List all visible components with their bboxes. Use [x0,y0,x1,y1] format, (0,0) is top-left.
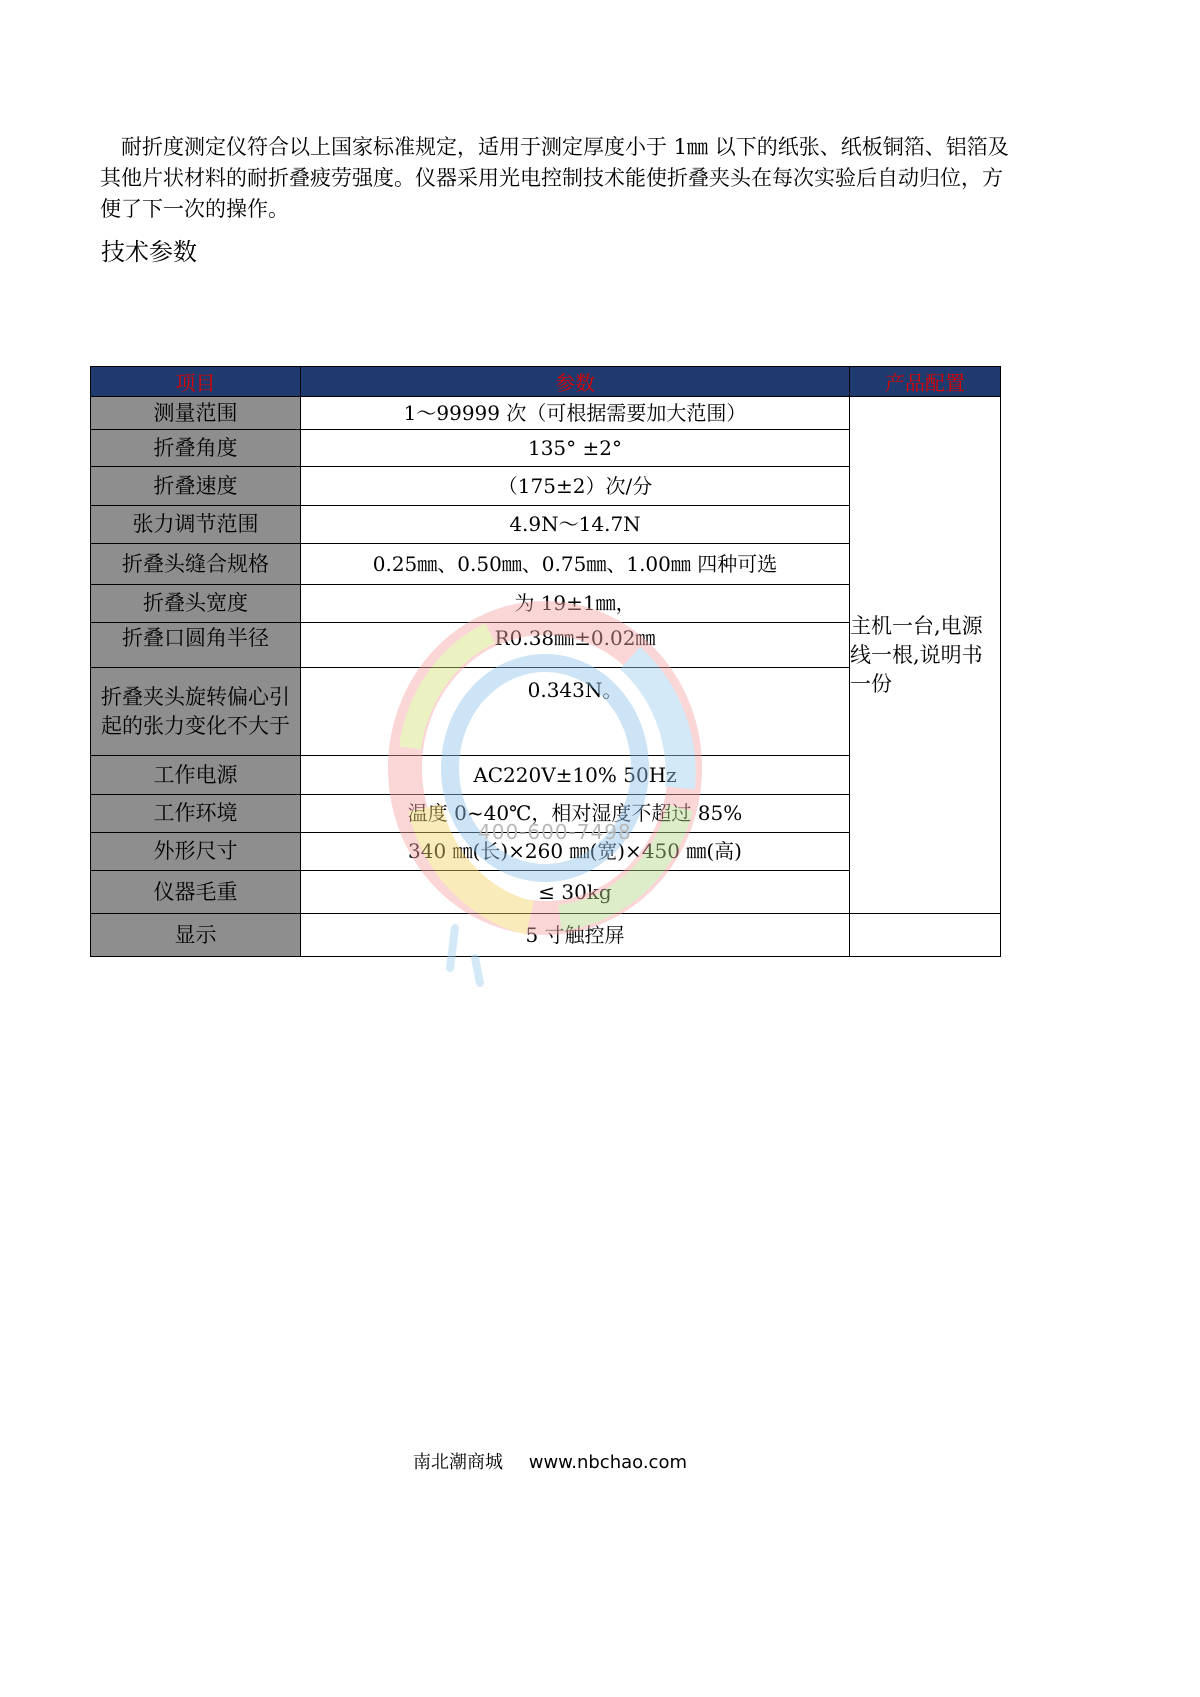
row-label: 仪器毛重 [91,871,301,914]
table-header-row [91,367,1001,397]
row-label: 测量范围 [91,397,301,430]
page-footer [0,1448,1100,1474]
row-value: ≤ 30kg [301,871,850,914]
row-value: AC220V±10% 50Hz [301,756,850,795]
row-value: （175±2）次/分 [301,467,850,506]
row-value: 0.343N。 [301,668,850,756]
footer-url[interactable]: www.nbchao.com [528,1452,687,1473]
header-item: 项目 [91,367,301,397]
row-label: 折叠夹头旋转偏心引起的张力变化不大于 [91,668,301,756]
row-value: 0.25㎜、0.50㎜、0.75㎜、1.00㎜ 四种可选 [301,544,850,585]
spec-table [90,366,1001,957]
row-label: 工作环境 [91,795,301,833]
config-empty-cell [850,914,1001,957]
table-row [91,914,1001,957]
row-value: 为 19±1㎜， [301,585,850,623]
row-label: 折叠头宽度 [91,585,301,623]
row-value: 135° ±2° [301,430,850,467]
row-label: 显示 [91,914,301,957]
header-param: 参数 [301,367,850,397]
row-label: 外形尺寸 [91,833,301,871]
watermark-phone: 400-600-7498 [478,820,632,844]
row-label: 折叠角度 [91,430,301,467]
section-heading: 技术参数 [101,238,197,266]
row-value: 5 寸触控屏 [301,914,850,957]
row-label: 工作电源 [91,756,301,795]
intro-paragraph: 耐折度测定仪符合以上国家标准规定，适用于测定厚度小于 1㎜ 以下的纸张、纸板铜箔、铝箔及其他片状材料的耐折叠疲劳强度。仪器采用光电控制技术能使折叠夹头在每次实验后自动归位，方便了下一次的操作。 [100,135,1009,221]
row-value: 340 ㎜(长)×260 ㎜(宽)×450 ㎜(高) [301,833,850,871]
row-label: 折叠速度 [91,467,301,506]
row-value: 4.9N～14.7N [301,506,850,544]
footer-brand: 南北潮商城 [413,1452,503,1473]
row-label: 折叠头缝合规格 [91,544,301,585]
row-value: 温度 0~40℃，相对湿度不超过 85% [301,795,850,833]
row-value: R0.38㎜±0.02㎜ [301,623,850,668]
config-cell: 主机一台,电源线一根,说明书一份 [850,397,1001,914]
row-label: 折叠口圆角半径 [91,623,301,668]
header-config: 产品配置 [850,367,1001,397]
table-row [91,397,1001,430]
row-value: 1～99999 次（可根据需要加大范围） [301,397,850,430]
row-label: 张力调节范围 [91,506,301,544]
